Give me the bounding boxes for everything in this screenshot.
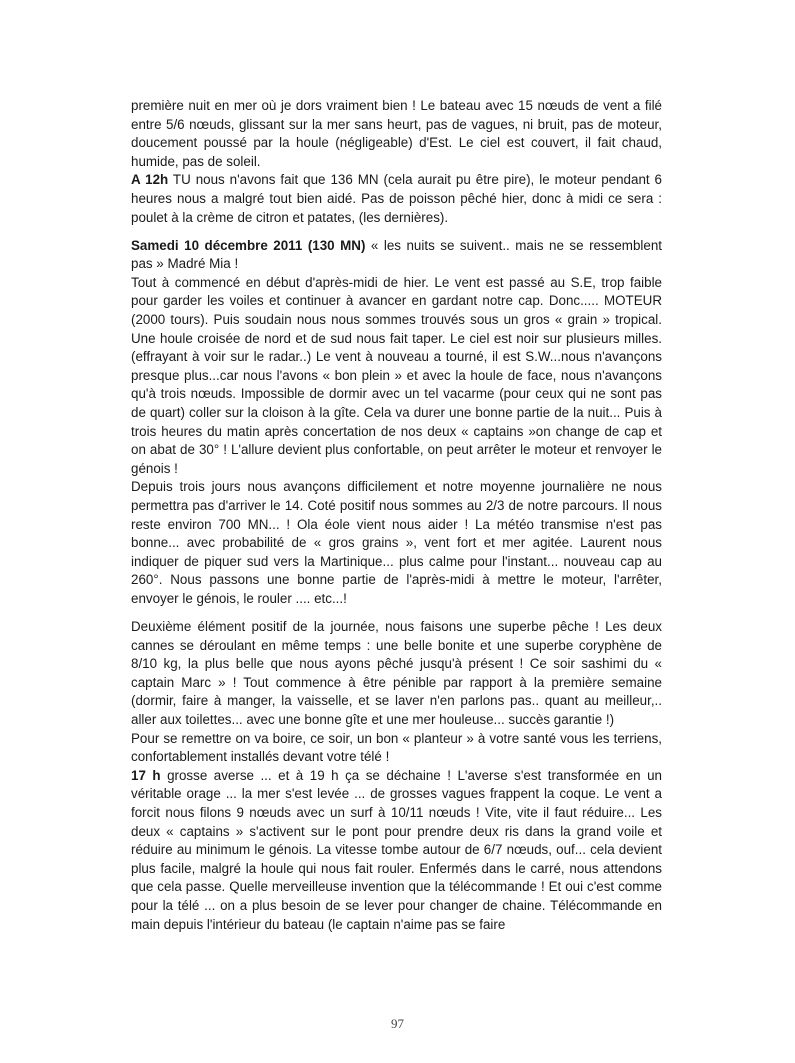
paragraph-2-text: TU nous n'avons fait que 136 MN (cela aurait pu être pire), le moteur pendant 6 heures nous a malgré tout bien aidé. Pas de poisson pêché hier, donc à midi ce sera : poulet à la crème de citron et patates, (les dernières).: [131, 172, 662, 225]
paragraph-4: [131, 274, 662, 479]
paragraph-2-lead: A 12h: [131, 172, 169, 188]
paragraph-8: [131, 767, 662, 934]
paragraph-6: [131, 618, 662, 730]
paragraph-7-text: Pour se remettre on va boire, ce soir, un bon « planteur » à votre santé vous les terriens, confortablement installés devant votre télé !: [131, 730, 662, 765]
paragraph-1-text: première nuit en mer où je dors vraiment bien ! Le bateau avec 15 nœuds de vent a filé entre 5/6 nœuds, glissant sur la mer sans heurt, pas de vagues, ni bruit, pas de moteur, doucement poussé par la houle (négligeable) d'Est. Le ciel est couvert, il fait chaud, humide, pas de soleil.: [131, 98, 662, 169]
paragraph-3-text: « les nuits se suivent.. mais ne se ressemblent pas » Madré Mia !: [131, 237, 663, 272]
paragraph-6-text: Deuxième élément positif de la journée, nous faisons une superbe pêche ! Les deux cannes se déroulant en même temps : une belle bonite et une superbe coryphène de 8/10 kg, la plus belle que nous ayons pêché jusqu'à présent ! Ce soir sashimi du « captain Marc » ! Tout commence à être pénible par rapport à la première semaine (dormir, faire à manger, la vaisselle, et se laver n'en parlons pas.. quant au meilleur,.. aller aux toilettes... avec une bonne gîte et une mer houleuse... succès garantie !): [131, 619, 662, 727]
page-number: 97: [391, 1016, 404, 1031]
paragraph-1: [131, 97, 662, 171]
paragraph-8-lead: 17 h: [131, 767, 161, 783]
paragraph-3: [131, 237, 662, 274]
paragraph-8-text: grosse averse ... et à 19 h ça se déchaine ! L'averse s'est transformée en un véritable orage ... la mer s'est levée ... de grosses vagues frappent la coque. Le vent a forcit nous filons 9 nœuds avec un surf à 10/11 nœuds ! Vite, vite il faut réduire... Les deux « captains » s'activent sur le pont pour prendre deux ris dans la grand voile et réduire au minimum le génois. La vitesse tombe autour de 6/7 nœuds, ouf... cela devient plus facile, malgré la houle qui nous fait rouler. Enfermés dans le carré, nous attendons que cela passe. Quelle merveilleuse invention que la télécommande ! Et oui c'est comme pour la télé ... on a plus besoin de se lever pour changer de chaine. Télécommande en main depuis l'intérieur du bateau (le captain n'aime pas se faire: [131, 767, 662, 932]
paragraph-5: [131, 478, 662, 608]
page-body: [131, 97, 662, 934]
paragraph-2: [131, 171, 662, 227]
paragraph-7: [131, 730, 662, 767]
paragraph-5-text: Depuis trois jours nous avançons difficilement et notre moyenne journalière ne nous permettra pas d'arriver le 14. Coté positif nous sommes au 2/3 de notre parcours. Il nous reste environ 700 MN... ! Ola éole vient nous aider ! La météo transmise n'est pas bonne... avec probabilité de « gros grains », vent fort et mer agitée. Laurent nous indiquer de piquer sud vers la Martinique... plus calme pour l'instant... nouveau cap au 260°. Nous passons une bonne partie de l'après-midi à mettre le moteur, l'arrêter, envoyer le génois, le rouler .... etc...!: [131, 479, 662, 606]
paragraph-4-text: Tout à commencé en début d'après-midi de hier. Le vent est passé au S.E, trop faible pour garder les voiles et continuer à avancer en gardant notre cap. Donc..... MOTEUR (2000 tours). Puis soudain nous nous sommes trouvés sous un gros « grain » tropical. Une houle croisée de nord et de sud nous fait taper. Le ciel est noir sur plusieurs milles. (effrayant à voir sur le radar..) Le vent à nouveau a tourné, il est S.W...nous n'avançons presque plus...car nous l'avons « bon plein » et avec la houle de face, nous n'avançons qu'à trois nœuds. Impossible de dormir avec un tel vacarme (pour ceux qui ne sont pas de quart) coller sur la cloison à la gîte. Cela va durer une bonne partie de la nuit... Puis à trois heures du matin après concertation de nos deux « captains »on change de cap et on abat de 30° ! L'allure devient plus confortable, on peut arrêter le moteur et renvoyer le génois !: [131, 274, 662, 476]
paragraph-3-lead: Samedi 10 décembre 2011 (130 MN): [131, 237, 366, 253]
